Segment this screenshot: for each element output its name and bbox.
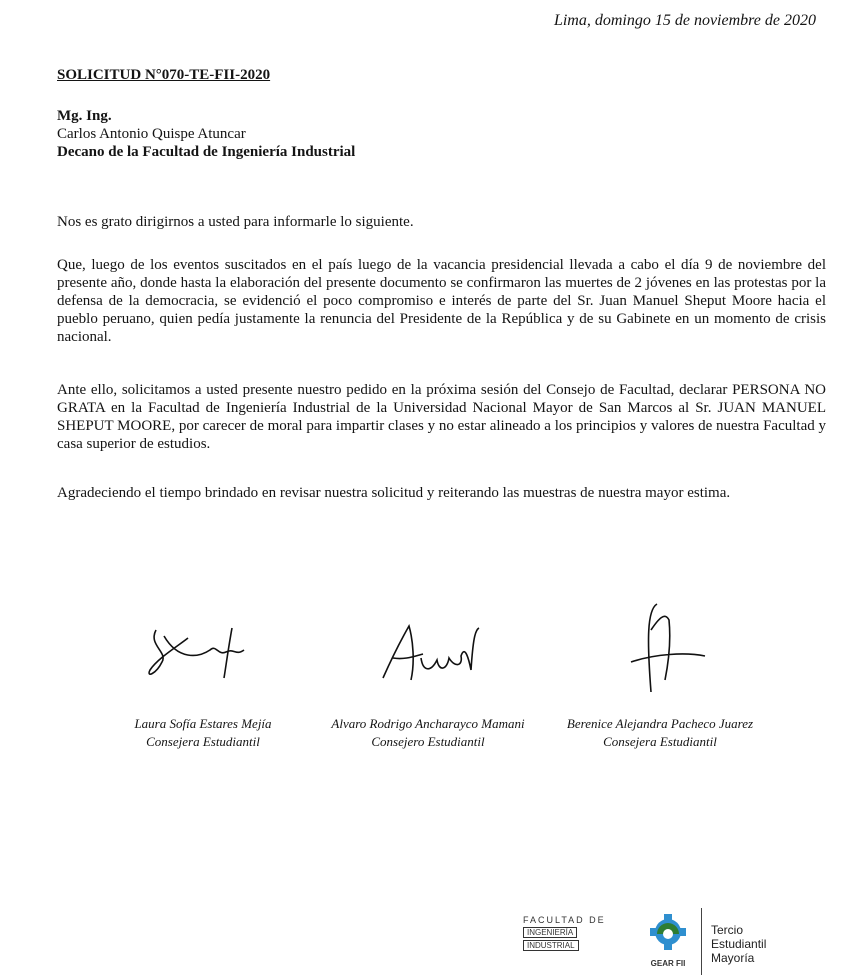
signatory-1-name: Laura Sofía Estares Mejía [134,716,272,731]
signature-1-image [128,600,278,705]
paragraph-1-text: Nos es grato dirigirnos a usted para informarle lo siguiente. [57,214,414,230]
tercio-line-1: Tercio [711,923,744,937]
signatory-3-role: Consejera Estudiantil [603,734,717,749]
footer-divider [701,908,702,975]
paragraph-closing [57,484,826,502]
gear-fii-logo [643,910,693,972]
paragraph-context [57,256,826,346]
document-date: Lima, domingo 15 de noviembre de 2020 [553,12,816,29]
paragraph-request [57,381,826,453]
signature-block-2 [293,600,563,751]
addressee-name: Carlos Antonio Quispe Atuncar [57,126,246,142]
signature-block-3 [525,600,795,751]
signatory-3-name: Berenice Alejandra Pacheco Juarez [566,716,754,731]
paragraph-greeting [57,213,826,231]
faculty-line-2: INGENIERÍA [523,927,577,938]
faculty-line-3: INDUSTRIAL [523,940,579,951]
signatory-2-role: Consejero Estudiantil [371,734,485,749]
signatory-1-role: Consejera Estudiantil [146,734,260,749]
gear-icon [643,910,693,954]
tercio-line-3: Mayoría [711,951,755,965]
request-number: SOLICITUD N°070-TE-FII-2020 [57,67,271,83]
addressee-block [57,107,355,161]
signature-3-image [585,600,735,705]
addressee-position: Decano de la Facultad de Ingeniería Industrial [57,144,356,160]
addressee-title: Mg. Ing. [57,108,112,124]
faculty-line-1: FACULTAD DE [523,915,606,925]
paragraph-3-text: Ante ello, solicitamos a usted presente nuestro pedido en la próxima sesión del Consejo de Facultad, declarar PERSONA NO GRATA en la Facultad de Ingeniería Industrial de la Universidad Nacional Mayor de San Marcos al Sr. JUAN MANUEL SHEPUT MOORE, por carecer de moral para impartir clases y no estar alineado a los principios y valores de nuestra Facultad y casa superior de estudios. [57,382,826,452]
signature-2-image [353,600,503,705]
paragraph-4-text: Agradeciendo el tiempo brindado en revisar nuestra solicitud y reiterando las muestras de nuestra mayor estima. [57,485,731,501]
faculty-logo [523,915,638,951]
paragraph-2-text: Que, luego de los eventos suscitados en el país luego de la vacancia presidencial llevada a cabo el día 9 de noviembre del presente año, donde hasta la elaboración del presente documento se confirmaron las muertes de 2 jóvenes en las protestas por la defensa de la democracia, se evidenció el poco compromiso e interés de parte del Sr. Juan Manuel Sheput Moore hacia el pueblo peruano, quien pedía justamente la renuncia del Presidente de la República y de su Gabinete en un momento de crisis nacional. [57,257,826,345]
signatory-2-name: Alvaro Rodrigo Ancharayco Mamani [331,716,525,731]
gear-label: GEAR FII [650,959,686,968]
footer-logos [523,900,843,975]
tercio-estudiantil-label [711,923,766,965]
tercio-line-2: Estudiantil [711,937,767,951]
